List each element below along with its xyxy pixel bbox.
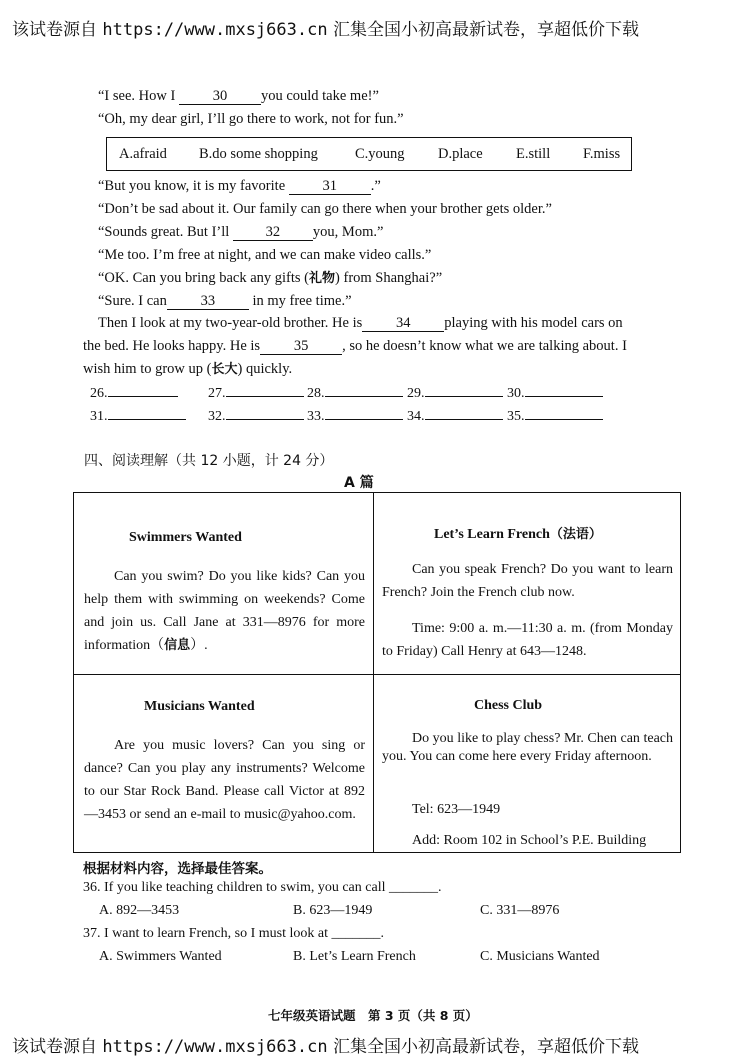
dialog-line: “Don’t be sad about it. Our family can go there when your brother gets older.” xyxy=(98,201,552,217)
ad-time-french: Time: 9:00 a. m.—11:30 a. m. (from Monday to Friday) Call Henry at 643—1248. xyxy=(382,621,673,659)
dialog-line: “Oh, my dear girl, I’ll go there to work, not for fun.” xyxy=(98,111,404,127)
q36-option-a[interactable]: A. 892—3453 xyxy=(99,903,180,918)
blank-31: 31 xyxy=(289,179,371,195)
question-37: 37. I want to learn French, so I must look at _______. xyxy=(83,926,384,941)
answer-slot[interactable]: 28. xyxy=(307,383,403,402)
paragraph-line-35: the bed. He looks happy. He is 35 , so he doesn’t know what we are talking about. I xyxy=(83,338,627,354)
section-title: 四、阅读理解（共 12 小题，计 24 分） xyxy=(84,453,334,469)
ad-body-french: Can you speak French? Do you want to learn French? Join the French club now. xyxy=(382,562,673,600)
answer-slot[interactable]: 35. xyxy=(507,406,603,425)
option-c: C.young xyxy=(355,146,405,162)
answer-slot[interactable]: 34. xyxy=(407,406,503,425)
paragraph-line: wish him to grow up (长大) quickly. xyxy=(83,361,293,377)
q36-option-b[interactable]: B. 623—1949 xyxy=(293,903,373,918)
blank-30: 30 xyxy=(179,89,261,105)
ad-title-musicians: Musicians Wanted xyxy=(144,699,255,714)
ad-tel-chess: Tel: 623—1949 xyxy=(412,802,501,817)
option-b: B.do some shopping xyxy=(199,146,318,162)
answer-row-2 xyxy=(0,406,752,426)
ad-body-swimmers: Can you swim? Do you like kids? Can you help them with swimming on weekends? Come and join us. Call Jane at 331—8976 for more information（信息）. xyxy=(84,569,365,653)
ad-title-chess: Chess Club xyxy=(474,698,543,713)
answer-row-1 xyxy=(0,383,752,403)
table-divider xyxy=(74,674,680,675)
q37-option-a[interactable]: A. Swimmers Wanted xyxy=(99,949,222,964)
answer-slot[interactable]: 33. xyxy=(307,406,403,425)
option-d: D.place xyxy=(438,146,483,162)
instruction: 根据材料内容，选择最佳答案。 xyxy=(83,861,272,877)
ad-title-french: Let’s Learn French（法语） xyxy=(434,527,602,542)
table-divider xyxy=(373,493,374,852)
dialog-line-32: “Sounds great. But I’ll 32 you, Mom.” xyxy=(98,224,384,240)
dialog-line-gifts: “OK. Can you bring back any gifts (礼物) from Shanghai?” xyxy=(98,270,443,286)
dialog-line-30: “I see. How I 30 you could take me!” xyxy=(98,88,379,104)
bottom-banner xyxy=(12,1032,639,1057)
q37-option-c[interactable]: C. Musicians Wanted xyxy=(480,949,600,964)
q37-option-b[interactable]: B. Let’s Learn French xyxy=(293,949,416,964)
option-a: A.afraid xyxy=(119,146,167,162)
paragraph-line-34: Then I look at my two-year-old brother. He is 34 playing with his model cars on xyxy=(98,315,623,331)
dialog-line: “Me too. I’m free at night, and we can make video calls.” xyxy=(98,247,432,263)
banner-tail: 汇集全国小初高最新试卷，享超低价下载 xyxy=(332,20,639,40)
answer-slot[interactable]: 29. xyxy=(407,383,503,402)
word-options-box xyxy=(106,137,632,171)
top-banner xyxy=(12,15,639,40)
banner-url[interactable]: https://www.mxsj663.cn xyxy=(102,20,328,40)
option-f: F.miss xyxy=(583,146,621,162)
answer-slot[interactable]: 27. xyxy=(208,383,304,402)
ads-table xyxy=(73,492,681,853)
question-36: 36. If you like teaching children to swim, you can call _______. xyxy=(83,880,442,895)
banner-url[interactable]: https://www.mxsj663.cn xyxy=(102,1037,328,1057)
answer-slot[interactable]: 30. xyxy=(507,383,603,402)
blank-34: 34 xyxy=(362,316,444,332)
ad-body-chess: Do you like to play chess? Mr. Chen can teach you. You can come here every Friday afternoon. xyxy=(382,731,673,764)
answer-slot[interactable]: 32. xyxy=(208,406,304,425)
ad-title-swimmers: Swimmers Wanted xyxy=(129,530,242,545)
ad-address-chess: Add: Room 102 in School’s P.E. Building xyxy=(412,833,647,848)
blank-32: 32 xyxy=(233,225,313,241)
page-footer: 七年级英语试题 第 3 页（共 8 页） xyxy=(268,1008,478,1023)
banner-text: 该试卷源自 xyxy=(12,20,97,40)
answer-slot[interactable]: 31. xyxy=(90,406,186,425)
dialog-line-33: “Sure. I can 33 in my free time.” xyxy=(98,293,352,309)
q36-option-c[interactable]: C. 331—8976 xyxy=(480,903,560,918)
banner-tail: 汇集全国小初高最新试卷，享超低价下载 xyxy=(332,1037,639,1057)
blank-33: 33 xyxy=(167,294,249,310)
banner-text: 该试卷源自 xyxy=(12,1037,97,1057)
dialog-line-31: “But you know, it is my favorite 31 .” xyxy=(98,178,381,194)
ad-body-musicians: Are you music lovers? Can you sing or dance? Can you play any instruments? Welcome to our Star Rock Band. Please call Victor at 892—3453 or send an e-mail to music@yahoo.com. xyxy=(84,738,365,822)
blank-35: 35 xyxy=(260,339,342,355)
option-e: E.still xyxy=(516,146,551,162)
part-title: A 篇 xyxy=(344,475,374,491)
answer-slot[interactable]: 26. xyxy=(90,383,178,402)
